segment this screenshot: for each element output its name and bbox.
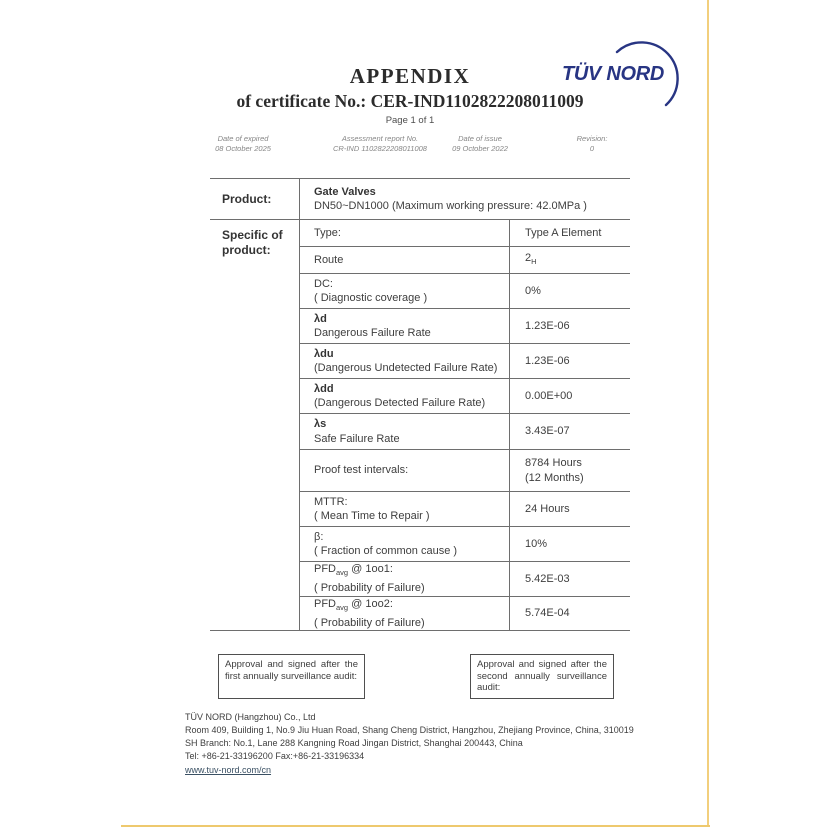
meta-label: Date of expired <box>217 134 269 143</box>
spec-value: 8784 Hours (12 Months) <box>525 457 584 484</box>
page-indicator: Page 1 of 1 <box>385 115 435 126</box>
spec-row <box>300 414 630 450</box>
spec-value: 1.23E-06 <box>525 354 570 367</box>
product-cell <box>300 179 630 219</box>
spec-param: λdd (Dangerous Detected Failure Rate) <box>300 379 510 413</box>
spec-value: 5.74E-04 <box>525 607 570 620</box>
spec-value: Type A Element <box>525 226 602 239</box>
meta-label: Revision: <box>576 134 608 143</box>
meta-label: Assessment report No. <box>341 134 419 143</box>
product-label: Product: <box>210 179 300 219</box>
meta-label: Date of issue <box>458 134 502 143</box>
title-block <box>0 64 820 126</box>
spec-row <box>300 492 630 527</box>
product-row <box>210 178 630 220</box>
spec-param: λdu (Dangerous Undetected Failure Rate) <box>300 344 510 378</box>
meta-revision <box>557 134 627 153</box>
spec-param: DC: ( Diagnostic coverage ) <box>300 274 510 308</box>
footer-lines <box>185 711 634 763</box>
footer-line: Room 409, Building 1, No.9 Jiu Huan Road, Shang Cheng District, Hangzhou, Zhejiang Province, China, 310019 <box>185 725 634 735</box>
spec-row <box>300 247 630 274</box>
footer-line: SH Branch: No.1, Lane 288 Kangning Road Jingan District, Shanghai 200443, China <box>185 738 523 748</box>
specific-section <box>210 220 630 631</box>
spec-row <box>300 527 630 562</box>
spec-row <box>300 450 630 492</box>
footer <box>185 711 634 777</box>
spec-param: $PFD_{avg}$ @ 1oo2: ( Probability of Failure) <box>300 597 510 630</box>
spec-param: Proof test intervals: <box>300 450 510 491</box>
spec-value: 1.23E-06 <box>525 319 570 332</box>
approval-box-first-audit: Approval and signed after the first annually surveillance audit: <box>218 654 365 699</box>
page-edge-bottom <box>121 825 710 827</box>
spec-row <box>300 562 630 597</box>
spec-param: λd Dangerous Failure Rate <box>300 309 510 343</box>
meta-date-of-expired <box>193 134 293 153</box>
spec-value: 0% <box>525 284 541 297</box>
certificate-number-title: of certificate No.: CER-IND1102822208011009 <box>236 91 584 111</box>
spec-row <box>300 220 630 247</box>
meta-value: 0 <box>589 143 595 153</box>
spec-value: 10% <box>525 537 548 550</box>
spec-param: MTTR: ( Mean Time to Repair ) <box>300 492 510 526</box>
meta-value: 08 October 2025 <box>215 143 271 153</box>
spec-value: 0.00E+00 <box>525 389 573 402</box>
tuv-nord-logo-text: TÜV NORD <box>562 63 665 85</box>
certificate-table <box>210 178 630 631</box>
meta-date-of-issue <box>430 134 530 153</box>
spec-param: Route <box>300 247 510 273</box>
footer-line: Tel: +86-21-33196200 Fax:+86-21-33196334 <box>185 751 365 761</box>
appendix-title: APPENDIX <box>349 64 471 88</box>
meta-assessment-report-no <box>310 134 450 153</box>
meta-value: CR-IND 1102822208011008 <box>333 143 427 153</box>
spec-row <box>300 597 630 630</box>
spec-value: $2_H$ <box>525 251 537 266</box>
meta-value: 09 October 2022 <box>452 143 508 153</box>
spec-row <box>300 309 630 344</box>
spec-param: $PFD_{avg}$ @ 1oo1: ( Probability of Failure) <box>300 562 510 596</box>
spec-row <box>300 344 630 379</box>
spec-row <box>300 274 630 309</box>
approval-box-second-audit: Approval and signed after the second annually surveillance audit: <box>470 654 614 699</box>
tuv-nord-website-link[interactable]: www.tuv-nord.com/cn <box>185 765 272 775</box>
footer-line: TÜV NORD (Hangzhou) Co., Ltd <box>185 712 316 722</box>
spec-param: λs Safe Failure Rate <box>300 414 510 449</box>
product-name: Gate Valves <box>314 185 376 198</box>
specific-rows <box>300 220 630 630</box>
spec-value: 5.42E-03 <box>525 572 570 585</box>
spec-param: β: ( Fraction of common cause ) <box>300 527 510 561</box>
spec-value: 3.43E-07 <box>525 425 570 438</box>
specific-of-product-label: Specific of product: <box>210 220 300 630</box>
spec-param: Type: <box>300 220 510 246</box>
spec-value: 24 Hours <box>525 502 570 515</box>
product-description: DN50~DN1000 (Maximum working pressure: 42.0MPa ) <box>314 200 587 212</box>
spec-row <box>300 379 630 414</box>
